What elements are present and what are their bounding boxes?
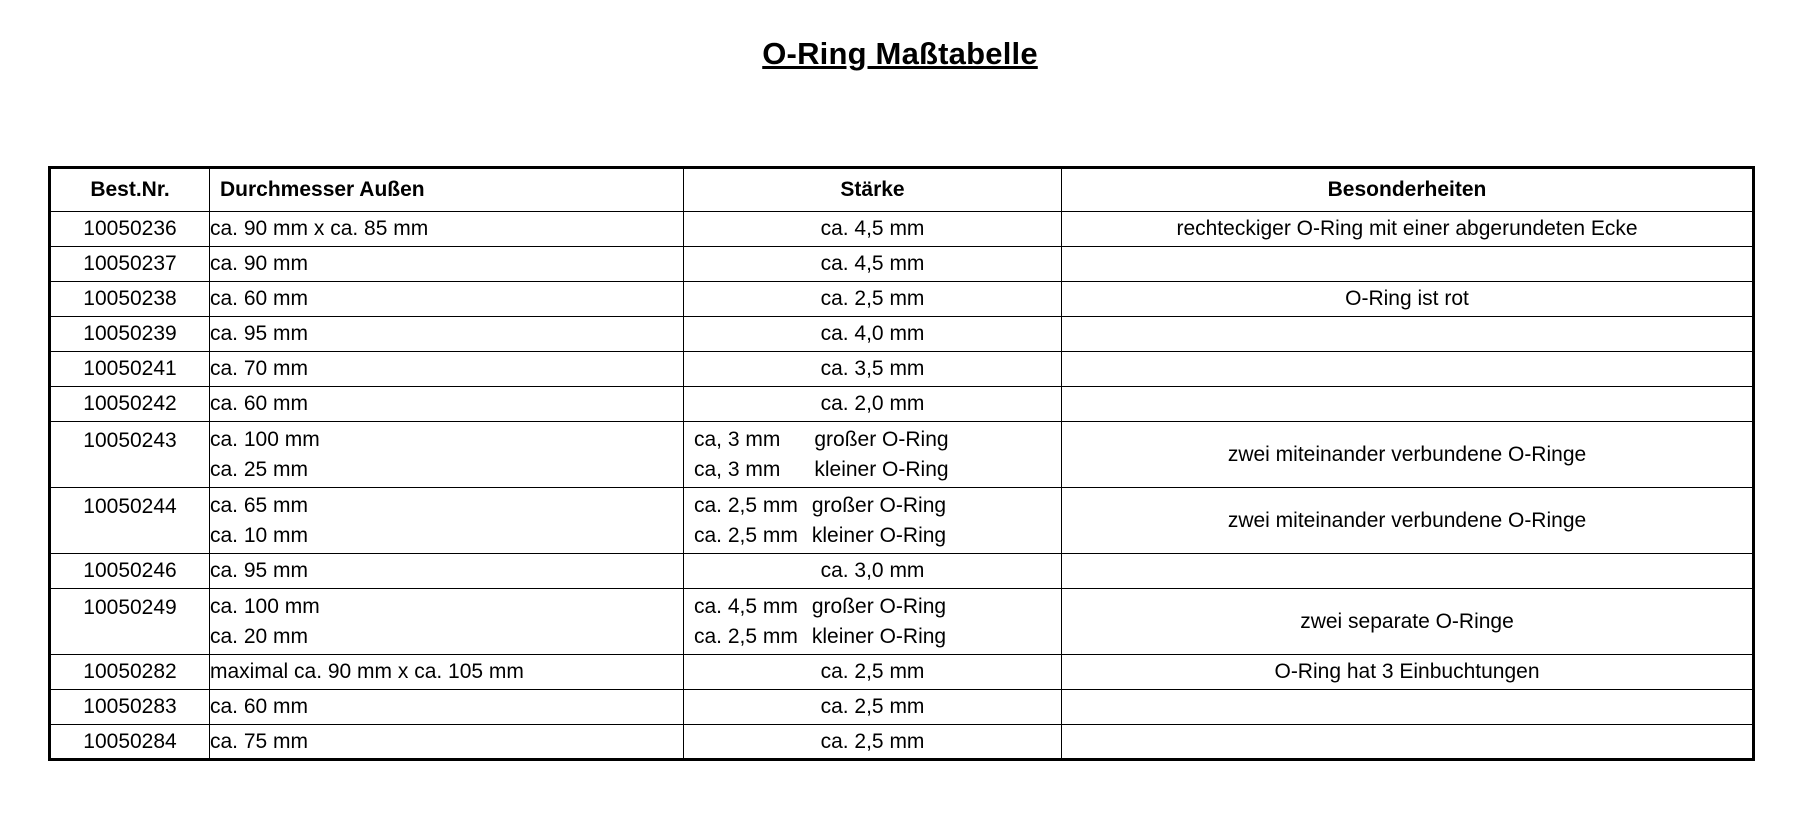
cell-besonderheiten: zwei miteinander verbundene O-Ringe xyxy=(1062,422,1754,488)
cell-durchmesser: maximal ca. 90 mm x ca. 105 mm xyxy=(210,655,684,690)
cell-besonderheiten xyxy=(1062,352,1754,387)
table-header-row xyxy=(50,168,1754,212)
table-row xyxy=(50,247,1754,282)
table-header xyxy=(50,168,1754,212)
cell-besonderheiten xyxy=(1062,387,1754,422)
cell-besonderheiten xyxy=(1062,247,1754,282)
cell-durchmesser: ca. 60 mm xyxy=(210,387,684,422)
table-row xyxy=(50,212,1754,247)
cell-besonderheiten: rechteckiger O-Ring mit einer abgerundeten Ecke xyxy=(1062,212,1754,247)
staerke-label-2: kleiner O-Ring xyxy=(814,457,949,481)
staerke-value-2: ca. 2,5 mm xyxy=(694,624,798,648)
cell-durchmesser xyxy=(210,488,684,554)
cell-staerke: ca. 2,0 mm xyxy=(684,387,1062,422)
cell-durchmesser: ca. 90 mm xyxy=(210,247,684,282)
cell-staerke-line-1 xyxy=(684,425,1061,455)
cell-staerke-line-2 xyxy=(684,622,1061,652)
cell-besonderheiten: O-Ring hat 3 Einbuchtungen xyxy=(1062,655,1754,690)
cell-staerke: ca. 3,5 mm xyxy=(684,352,1062,387)
cell-durchmesser: ca. 90 mm x ca. 85 mm xyxy=(210,212,684,247)
staerke-label-2: kleiner O-Ring xyxy=(811,523,947,547)
cell-durchmesser: ca. 95 mm xyxy=(210,554,684,589)
staerke-value-2: ca. 2,5 mm xyxy=(694,523,798,547)
cell-besonderheiten xyxy=(1062,690,1754,725)
staerke-label-1: großer O-Ring xyxy=(811,493,947,517)
cell-durchmesser xyxy=(210,422,684,488)
staerke-value-1: ca, 3 mm xyxy=(694,427,781,451)
cell-bestellnummer: 10050284 xyxy=(50,725,210,760)
table-row xyxy=(50,690,1754,725)
cell-bestellnummer: 10050239 xyxy=(50,317,210,352)
cell-besonderheiten: zwei separate O-Ringe xyxy=(1062,589,1754,655)
staerke-value-1: ca. 4,5 mm xyxy=(694,594,798,618)
cell-staerke: ca. 2,5 mm xyxy=(684,690,1062,725)
cell-durchmesser-line-2: ca. 20 mm xyxy=(210,624,309,648)
column-header-bestellnummer: Best.Nr. xyxy=(50,168,210,212)
cell-durchmesser: ca. 95 mm xyxy=(210,317,684,352)
cell-staerke: ca. 4,5 mm xyxy=(684,212,1062,247)
cell-bestellnummer: 10050237 xyxy=(50,247,210,282)
column-header-staerke: Stärke xyxy=(684,168,1062,212)
cell-staerke-line-2 xyxy=(684,521,1061,551)
table-row xyxy=(50,589,1754,655)
cell-besonderheiten xyxy=(1062,725,1754,760)
cell-besonderheiten xyxy=(1062,317,1754,352)
cell-staerke-line-1 xyxy=(684,592,1061,622)
cell-staerke: ca. 2,5 mm xyxy=(684,282,1062,317)
staerke-label-1: großer O-Ring xyxy=(814,427,949,451)
cell-durchmesser: ca. 60 mm xyxy=(210,282,684,317)
page-title: O-Ring Maßtabelle xyxy=(762,36,1038,71)
cell-bestellnummer: 10050241 xyxy=(50,352,210,387)
cell-bestellnummer: 10050283 xyxy=(50,690,210,725)
cell-durchmesser-line-1: ca. 100 mm xyxy=(210,594,320,618)
table-row xyxy=(50,387,1754,422)
table-row xyxy=(50,554,1754,589)
cell-staerke-line-1 xyxy=(684,491,1061,521)
cell-durchmesser-line-1: ca. 100 mm xyxy=(210,427,320,451)
cell-bestellnummer: 10050238 xyxy=(50,282,210,317)
table-row xyxy=(50,725,1754,760)
staerke-value-2: ca, 3 mm xyxy=(694,457,781,481)
staerke-label-2: kleiner O-Ring xyxy=(811,624,947,648)
cell-staerke: ca. 2,5 mm xyxy=(684,725,1062,760)
cell-besonderheiten: O-Ring ist rot xyxy=(1062,282,1754,317)
table-row xyxy=(50,655,1754,690)
cell-durchmesser-line-2: ca. 10 mm xyxy=(210,523,309,547)
cell-bestellnummer: 10050244 xyxy=(50,488,210,554)
table-body xyxy=(50,212,1754,760)
oring-size-table xyxy=(48,166,1755,761)
cell-bestellnummer: 10050242 xyxy=(50,387,210,422)
oring-table-container xyxy=(48,166,1752,761)
staerke-value-1: ca. 2,5 mm xyxy=(694,493,798,517)
cell-bestellnummer: 10050249 xyxy=(50,589,210,655)
cell-durchmesser: ca. 60 mm xyxy=(210,690,684,725)
table-row xyxy=(50,422,1754,488)
cell-bestellnummer: 10050243 xyxy=(50,422,210,488)
table-row xyxy=(50,352,1754,387)
cell-staerke xyxy=(684,589,1062,655)
cell-staerke xyxy=(684,488,1062,554)
cell-besonderheiten: zwei miteinander verbundene O-Ringe xyxy=(1062,488,1754,554)
cell-staerke: ca. 4,0 mm xyxy=(684,317,1062,352)
table-row xyxy=(50,317,1754,352)
column-header-besonderheiten: Besonderheiten xyxy=(1062,168,1754,212)
cell-staerke-line-2 xyxy=(684,455,1061,485)
cell-staerke: ca. 4,5 mm xyxy=(684,247,1062,282)
cell-durchmesser xyxy=(210,589,684,655)
cell-durchmesser-line-2: ca. 25 mm xyxy=(210,457,309,481)
table-row xyxy=(50,282,1754,317)
column-header-durchmesser: Durchmesser Außen xyxy=(210,168,684,212)
cell-durchmesser: ca. 70 mm xyxy=(210,352,684,387)
document-page xyxy=(0,36,1800,834)
cell-durchmesser-line-1: ca. 65 mm xyxy=(210,493,309,517)
cell-bestellnummer: 10050236 xyxy=(50,212,210,247)
cell-staerke: ca. 2,5 mm xyxy=(684,655,1062,690)
cell-besonderheiten xyxy=(1062,554,1754,589)
cell-bestellnummer: 10050246 xyxy=(50,554,210,589)
staerke-label-1: großer O-Ring xyxy=(811,594,947,618)
cell-staerke: ca. 3,0 mm xyxy=(684,554,1062,589)
table-row xyxy=(50,488,1754,554)
cell-durchmesser: ca. 75 mm xyxy=(210,725,684,760)
cell-bestellnummer: 10050282 xyxy=(50,655,210,690)
cell-staerke xyxy=(684,422,1062,488)
